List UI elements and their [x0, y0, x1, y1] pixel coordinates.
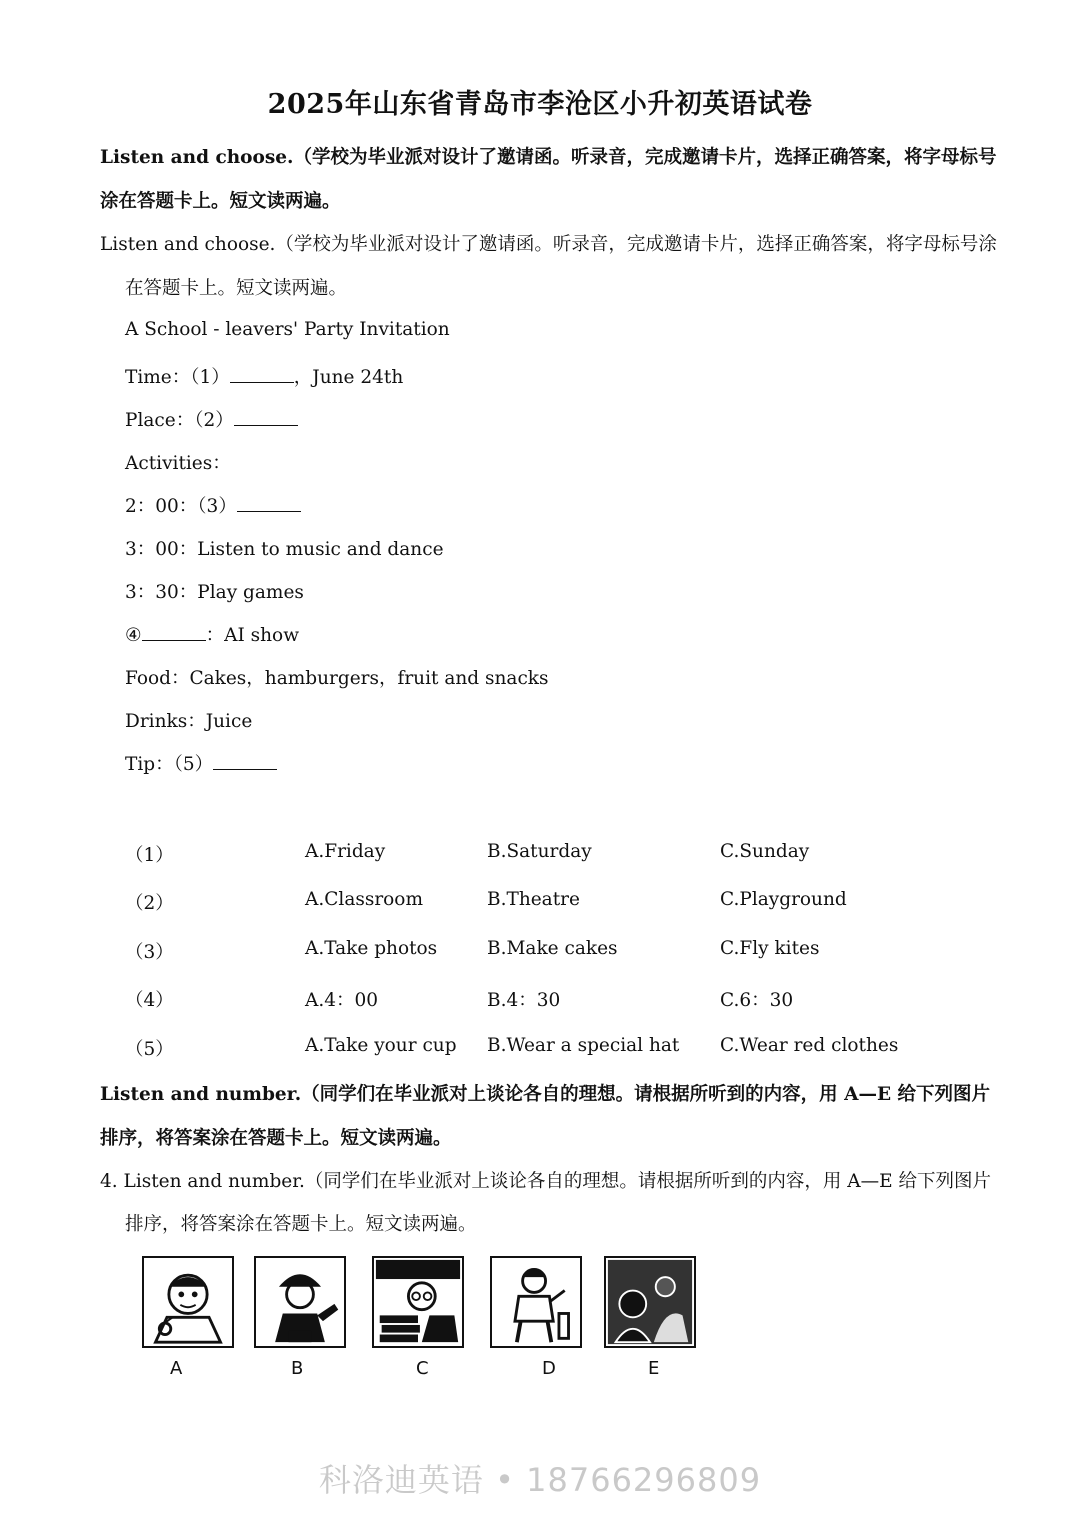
- section2-question-line2: 排序，将答案涂在答题卡上。短文读两遍。: [125, 1214, 477, 1235]
- blank-3: [237, 493, 301, 512]
- blank-5: [213, 751, 277, 770]
- tip-label: Tip：（5）: [125, 754, 214, 775]
- doctor-illustration: [144, 1258, 232, 1346]
- invitation-tip: [125, 750, 277, 776]
- place-label: Place：（2）: [125, 410, 234, 431]
- section1-heading-line2: 涂在答题卡上。短文读两遍。: [100, 191, 341, 212]
- activity-4-suffix: ：AI show: [205, 625, 300, 646]
- activities-label: Activities：: [125, 453, 231, 474]
- section2-heading-line2: 排序，将答案涂在答题卡上。短文读两遍。: [100, 1128, 452, 1149]
- invitation-food: Food：Cakes，hamburgers，fruit and snacks: [125, 668, 549, 689]
- option-row-3-num: （3）: [125, 942, 174, 963]
- blank-4: [142, 622, 206, 641]
- blank-1: [230, 364, 294, 383]
- option-row-2-a: A.Classroom: [305, 889, 423, 910]
- picture-label-a: A: [170, 1358, 183, 1379]
- option-row-4-num: （4）: [125, 990, 174, 1011]
- option-row-4-a: A.4：00: [305, 990, 379, 1011]
- worker-illustration: [492, 1258, 580, 1346]
- option-row-3-b: B.Make cakes: [487, 938, 618, 959]
- option-row-5-c: C.Wear red clothes: [720, 1035, 899, 1056]
- invitation-place: [125, 406, 298, 432]
- activity-2: 3：00：Listen to music and dance: [125, 539, 444, 560]
- picture-a-doctor: [142, 1256, 234, 1348]
- option-row-2-num: （2）: [125, 893, 174, 914]
- option-row-2-b: B.Theatre: [487, 889, 580, 910]
- activity-3: 3：30：Play games: [125, 582, 304, 603]
- section2-heading-line1: Listen and number.（同学们在毕业派对上谈论各自的理想。请根据所听到的内容，用 A—E 给下列图片: [100, 1084, 990, 1105]
- picture-label-e: E: [648, 1358, 660, 1379]
- picture-b-firefighter: [254, 1256, 346, 1348]
- option-row-3-c: C.Fly kites: [720, 938, 820, 959]
- option-row-1-num: （1）: [125, 845, 174, 866]
- section1-heading-line1: Listen and choose.（学校为毕业派对设计了邀请函。听录音，完成邀请卡片，选择正确答案，将字母标号: [100, 147, 997, 168]
- option-row-1-c: C.Sunday: [720, 841, 810, 862]
- option-row-1-a: A.Friday: [305, 841, 386, 862]
- blank-2: [234, 407, 298, 426]
- picture-label-d: D: [542, 1358, 556, 1379]
- section1-question-line2: 在答题卡上。短文读两遍。: [125, 278, 348, 299]
- time-suffix: ，June 24th: [293, 367, 404, 388]
- activity-4-prefix: ④: [125, 625, 142, 646]
- section2-question-line1: 4. Listen and number.（同学们在毕业派对上谈论各自的理想。请根据所听到的内容，用 A—E 给下列图片: [100, 1171, 992, 1192]
- scene-illustration: [606, 1258, 694, 1346]
- option-row-3-a: A.Take photos: [305, 938, 438, 959]
- invitation-drinks: Drinks：Juice: [125, 711, 253, 732]
- section1-question-line1: Listen and choose.（学校为毕业派对设计了邀请函。听录音，完成邀请卡片，选择正确答案，将字母标号涂: [100, 234, 997, 255]
- activity-4: [125, 621, 299, 647]
- activity-1: [125, 492, 301, 518]
- picture-e-scene: [604, 1256, 696, 1348]
- option-row-4-b: B.4：30: [487, 990, 561, 1011]
- invitation-time: [125, 363, 403, 389]
- picture-c-student-with-books: [372, 1256, 464, 1348]
- picture-d-worker: [490, 1256, 582, 1348]
- option-row-5-b: B.Wear a special hat: [487, 1035, 680, 1056]
- picture-label-b: B: [291, 1358, 304, 1379]
- activity-1-label: 2：00：（3）: [125, 496, 237, 517]
- option-row-5-num: （5）: [125, 1039, 174, 1060]
- student-books-illustration: [374, 1258, 462, 1346]
- option-row-1-b: B.Saturday: [487, 841, 592, 862]
- option-row-2-c: C.Playground: [720, 889, 847, 910]
- option-row-4-c: C.6：30: [720, 990, 794, 1011]
- time-label: Time：（1）: [125, 367, 230, 388]
- firefighter-illustration: [256, 1258, 344, 1346]
- watermark: 科洛迪英语 • 18766296809: [318, 1461, 762, 1499]
- option-row-5-a: A.Take your cup: [305, 1035, 457, 1056]
- picture-label-c: C: [416, 1358, 429, 1379]
- invitation-title: A School - leavers' Party Invitation: [125, 319, 450, 340]
- page-title: 2025年山东省青岛市李沧区小升初英语试卷: [267, 89, 813, 120]
